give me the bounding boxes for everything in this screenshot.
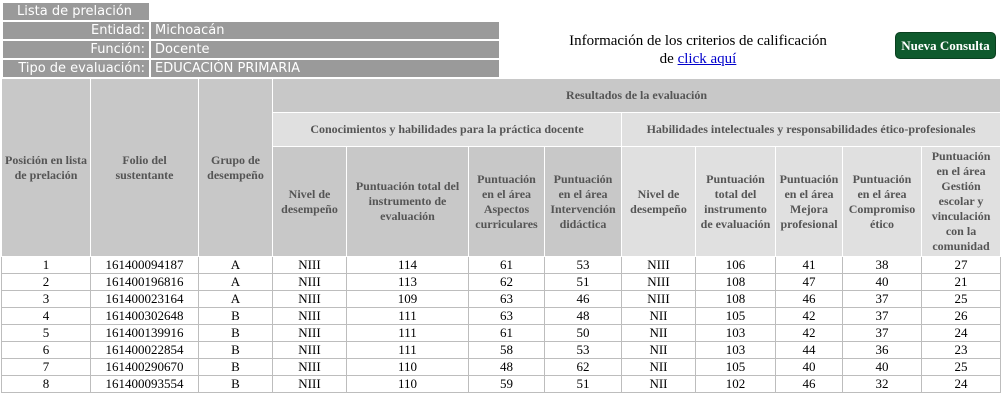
cell-nivel-1: NIII — [273, 291, 347, 308]
cell-intervencion: 50 — [545, 325, 622, 342]
header-gestion-escolar: Puntuación en el área Gestión escolar y vinculación con la comunidad — [922, 147, 1001, 257]
cell-grupo: B — [199, 308, 273, 325]
cell-total-1: 111 — [347, 325, 469, 342]
cell-compromiso: 40 — [843, 274, 922, 291]
cell-intervencion: 51 — [545, 376, 622, 393]
table-row — [2, 291, 1001, 308]
header-intervencion-didactica: Puntuación en el área Intervención didáctica — [545, 147, 622, 257]
cell-nivel-2: NII — [622, 359, 696, 376]
cell-total-2: 105 — [696, 359, 776, 376]
cell-compromiso: 38 — [843, 257, 922, 274]
table-row — [2, 342, 1001, 359]
criteria-prefix: de — [659, 51, 674, 67]
cell-intervencion: 46 — [545, 291, 622, 308]
entidad-value: Michoacán — [150, 21, 500, 40]
header-puntuacion-total-2: Puntuación total del instrumento de evaluación — [696, 147, 776, 257]
cell-posicion: 8 — [2, 376, 91, 393]
header-nivel-2: Nivel de desempeño — [622, 147, 696, 257]
table-row — [2, 325, 1001, 342]
cell-mejora: 41 — [776, 257, 843, 274]
cell-intervencion: 48 — [545, 308, 622, 325]
info-title-row — [2, 2, 500, 21]
cell-compromiso: 37 — [843, 325, 922, 342]
cell-intervencion: 51 — [545, 274, 622, 291]
info-row-funcion — [2, 40, 500, 59]
cell-posicion: 7 — [2, 359, 91, 376]
info-row-entidad — [2, 21, 500, 40]
cell-gestion: 24 — [922, 325, 1001, 342]
cell-aspectos: 63 — [469, 291, 545, 308]
cell-gestion: 25 — [922, 359, 1001, 376]
cell-aspectos: 61 — [469, 325, 545, 342]
cell-nivel-1: NIII — [273, 257, 347, 274]
cell-aspectos: 48 — [469, 359, 545, 376]
cell-mejora: 42 — [776, 325, 843, 342]
cell-folio: 161400093554 — [91, 376, 199, 393]
cell-mejora: 40 — [776, 359, 843, 376]
cell-compromiso: 37 — [843, 291, 922, 308]
cell-nivel-1: NIII — [273, 359, 347, 376]
cell-nivel-2: NII — [622, 376, 696, 393]
table-row — [2, 308, 1001, 325]
cell-gestion: 23 — [922, 342, 1001, 359]
header-folio: Folio del sustentante — [91, 79, 199, 257]
cell-nivel-2: NIII — [622, 257, 696, 274]
header-compromiso-etico: Puntuación en el área Compromiso ético — [843, 147, 922, 257]
cell-grupo: B — [199, 325, 273, 342]
cell-nivel-1: NIII — [273, 376, 347, 393]
header-posicion: Posición en lista de prelación — [2, 79, 91, 257]
cell-compromiso: 32 — [843, 376, 922, 393]
cell-folio: 161400094187 — [91, 257, 199, 274]
cell-aspectos: 63 — [469, 308, 545, 325]
cell-grupo: A — [199, 274, 273, 291]
page-title: Lista de prelación — [2, 2, 150, 21]
info-box — [2, 2, 500, 78]
cell-posicion: 5 — [2, 325, 91, 342]
cell-folio: 161400022854 — [91, 342, 199, 359]
cell-compromiso: 40 — [843, 359, 922, 376]
header-puntuacion-total-1: Puntuación total del instrumento de evaluación — [347, 147, 469, 257]
cell-total-1: 111 — [347, 342, 469, 359]
funcion-label: Función: — [2, 40, 150, 59]
cell-nivel-2: NII — [622, 325, 696, 342]
cell-nivel-1: NIII — [273, 274, 347, 291]
header-nivel-1: Nivel de desempeño — [273, 147, 347, 257]
header-section-conocimientos: Conocimientos y habilidades para la práctica docente — [273, 113, 622, 147]
cell-nivel-2: NII — [622, 342, 696, 359]
cell-compromiso: 36 — [843, 342, 922, 359]
cell-total-1: 110 — [347, 359, 469, 376]
cell-gestion: 24 — [922, 376, 1001, 393]
cell-folio: 161400302648 — [91, 308, 199, 325]
cell-total-1: 113 — [347, 274, 469, 291]
cell-total-2: 105 — [696, 308, 776, 325]
cell-nivel-2: NIII — [622, 291, 696, 308]
tipo-label: Tipo de evaluación: — [2, 59, 150, 78]
tipo-value: EDUCACIÓN PRIMARIA — [150, 59, 500, 78]
cell-total-2: 106 — [696, 257, 776, 274]
cell-posicion: 6 — [2, 342, 91, 359]
criteria-text: Información de los criterios de calificación — [569, 33, 827, 49]
cell-nivel-1: NIII — [273, 308, 347, 325]
cell-aspectos: 62 — [469, 274, 545, 291]
cell-folio: 161400196816 — [91, 274, 199, 291]
table-row — [2, 376, 1001, 393]
cell-total-1: 109 — [347, 291, 469, 308]
cell-posicion: 2 — [2, 274, 91, 291]
cell-gestion: 25 — [922, 291, 1001, 308]
cell-grupo: B — [199, 342, 273, 359]
cell-mejora: 44 — [776, 342, 843, 359]
header-resultados: Resultados de la evaluación — [273, 79, 1001, 113]
cell-intervencion: 53 — [545, 342, 622, 359]
cell-total-2: 103 — [696, 342, 776, 359]
cell-total-2: 103 — [696, 325, 776, 342]
cell-total-2: 108 — [696, 274, 776, 291]
header-mejora-profesional: Puntuación en el área Mejora profesional — [776, 147, 843, 257]
cell-total-1: 111 — [347, 308, 469, 325]
results-table — [1, 78, 1001, 393]
table-row — [2, 274, 1001, 291]
cell-gestion: 27 — [922, 257, 1001, 274]
cell-posicion: 1 — [2, 257, 91, 274]
cell-gestion: 26 — [922, 308, 1001, 325]
cell-nivel-1: NIII — [273, 342, 347, 359]
cell-aspectos: 61 — [469, 257, 545, 274]
cell-total-1: 110 — [347, 376, 469, 393]
table-row — [2, 257, 1001, 274]
cell-aspectos: 58 — [469, 342, 545, 359]
info-row-tipo — [2, 59, 500, 78]
cell-grupo: A — [199, 257, 273, 274]
cell-aspectos: 59 — [469, 376, 545, 393]
header-aspectos-curriculares: Puntuación en el área Aspectos curriculares — [469, 147, 545, 257]
cell-folio: 161400023164 — [91, 291, 199, 308]
cell-intervencion: 53 — [545, 257, 622, 274]
results-body — [2, 257, 1001, 393]
cell-folio: 161400290670 — [91, 359, 199, 376]
cell-posicion: 3 — [2, 291, 91, 308]
cell-mejora: 46 — [776, 291, 843, 308]
header-section-habilidades: Habilidades intelectuales y responsabilidades ético-profesionales — [622, 113, 1001, 147]
cell-total-2: 102 — [696, 376, 776, 393]
table-row — [2, 359, 1001, 376]
cell-posicion: 4 — [2, 308, 91, 325]
header-grupo: Grupo de desempeño — [199, 79, 273, 257]
cell-total-2: 108 — [696, 291, 776, 308]
cell-intervencion: 62 — [545, 359, 622, 376]
funcion-value: Docente — [150, 40, 500, 59]
cell-nivel-2: NIII — [622, 274, 696, 291]
criteria-link[interactable]: click aquí — [677, 51, 737, 67]
entidad-label: Entidad: — [2, 21, 150, 40]
cell-grupo: B — [199, 359, 273, 376]
cell-grupo: A — [199, 291, 273, 308]
criteria-info — [548, 32, 848, 68]
cell-total-1: 114 — [347, 257, 469, 274]
cell-mejora: 47 — [776, 274, 843, 291]
cell-mejora: 46 — [776, 376, 843, 393]
cell-grupo: B — [199, 376, 273, 393]
cell-mejora: 42 — [776, 308, 843, 325]
cell-nivel-2: NII — [622, 308, 696, 325]
nueva-consulta-button[interactable]: Nueva Consulta — [895, 32, 996, 59]
cell-compromiso: 37 — [843, 308, 922, 325]
cell-gestion: 21 — [922, 274, 1001, 291]
cell-folio: 161400139916 — [91, 325, 199, 342]
cell-nivel-1: NIII — [273, 325, 347, 342]
criteria-line2 — [548, 50, 848, 68]
